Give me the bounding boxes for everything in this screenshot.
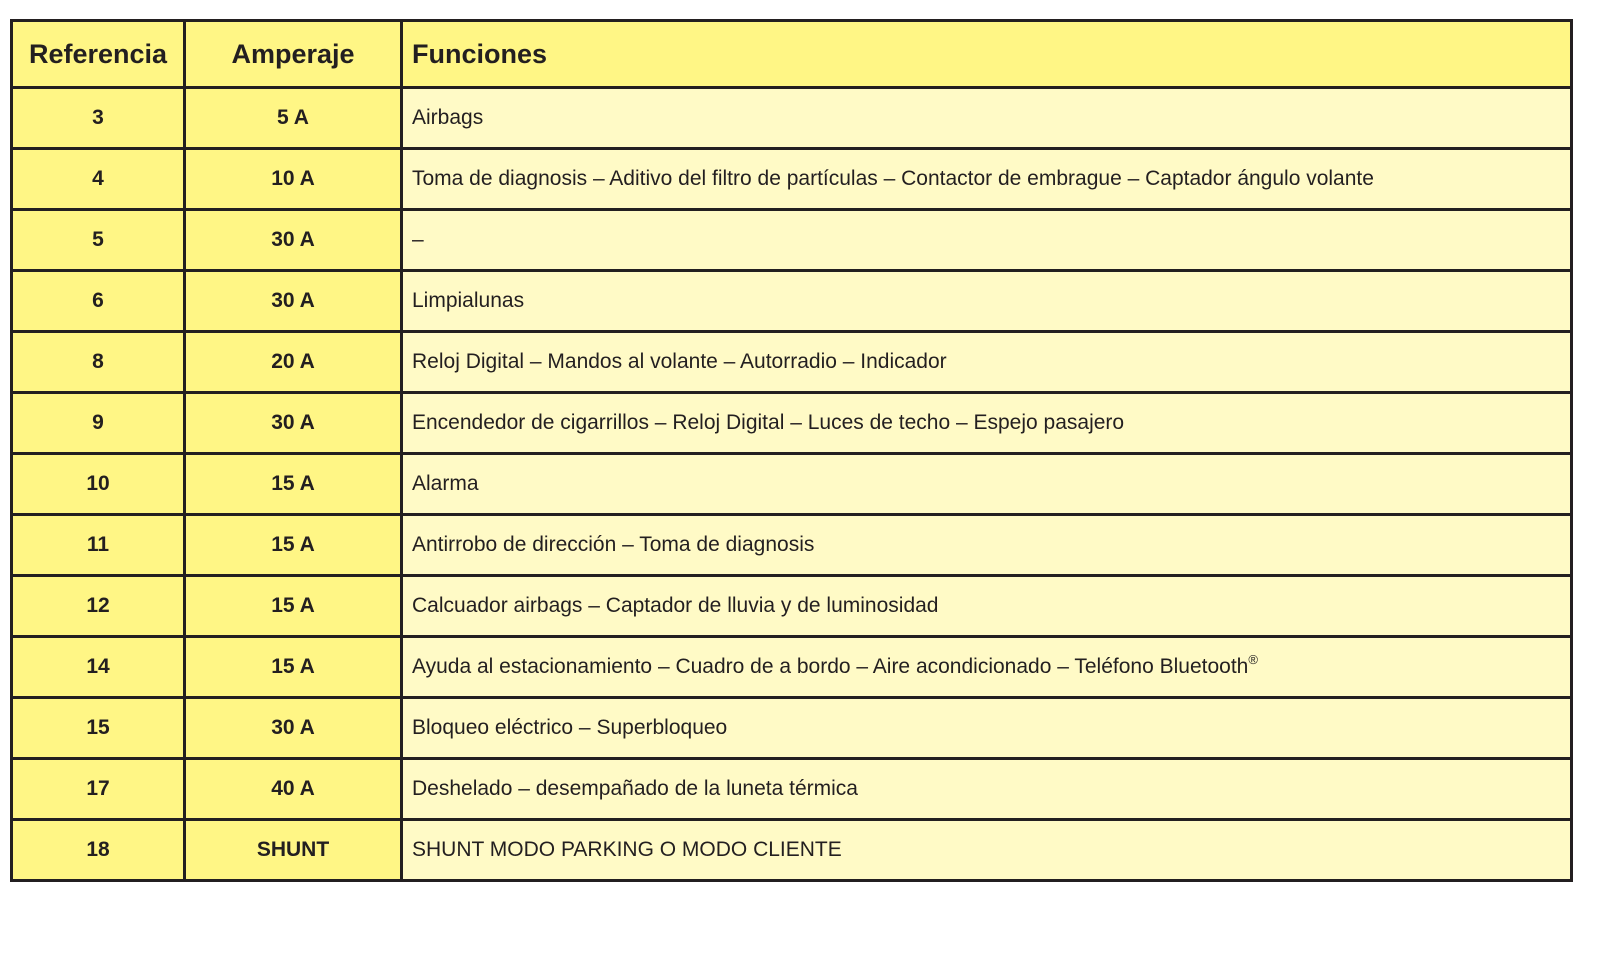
- functions-cell: [402, 759, 1572, 820]
- functions-text: Ayuda al estacionamiento – Cuadro de a bordo – Aire acondicionado – Teléfono Bluetooth: [412, 655, 1249, 678]
- amperage-cell: 5 A: [185, 88, 402, 149]
- functions-cell: [402, 332, 1572, 393]
- reference-cell: 10: [12, 454, 185, 515]
- amperage-cell: 15 A: [185, 576, 402, 637]
- functions-text: Airbags: [412, 106, 484, 129]
- functions-text: Alarma: [412, 472, 479, 495]
- amperage-cell: 15 A: [185, 454, 402, 515]
- reference-cell: 4: [12, 149, 185, 210]
- fuse-table: [10, 19, 1573, 882]
- functions-cell: [402, 515, 1572, 576]
- table-row: [12, 393, 1572, 454]
- functions-cell: [402, 576, 1572, 637]
- functions-cell: [402, 88, 1572, 149]
- registered-trademark-superscript: ®: [1248, 652, 1258, 667]
- table-row: [12, 454, 1572, 515]
- amperage-cell: 30 A: [185, 393, 402, 454]
- amperage-cell: 40 A: [185, 759, 402, 820]
- functions-cell: [402, 637, 1572, 698]
- table-row: [12, 210, 1572, 271]
- amperage-cell: 20 A: [185, 332, 402, 393]
- functions-cell: [402, 149, 1572, 210]
- functions-text: –: [412, 228, 424, 251]
- functions-text: SHUNT MODO PARKING O MODO CLIENTE: [412, 838, 842, 861]
- table-row: [12, 149, 1572, 210]
- amperage-cell: SHUNT: [185, 820, 402, 881]
- reference-cell: 17: [12, 759, 185, 820]
- table-row: [12, 637, 1572, 698]
- reference-cell: 5: [12, 210, 185, 271]
- amperage-cell: 30 A: [185, 698, 402, 759]
- table-row: [12, 88, 1572, 149]
- functions-text: Bloqueo eléctrico – Superbloqueo: [412, 716, 728, 739]
- functions-text: Limpialunas: [412, 289, 525, 312]
- reference-cell: 11: [12, 515, 185, 576]
- functions-cell: [402, 271, 1572, 332]
- header-functions: Funciones: [402, 21, 1572, 88]
- reference-cell: 6: [12, 271, 185, 332]
- table-row: [12, 759, 1572, 820]
- reference-cell: 3: [12, 88, 185, 149]
- functions-text: Encendedor de cigarrillos – Reloj Digital – Luces de techo – Espejo pasajero: [412, 411, 1125, 434]
- header-reference: Referencia: [12, 21, 185, 88]
- reference-cell: 18: [12, 820, 185, 881]
- functions-cell: [402, 820, 1572, 881]
- reference-cell: 8: [12, 332, 185, 393]
- reference-cell: 14: [12, 637, 185, 698]
- functions-cell: [402, 698, 1572, 759]
- amperage-cell: 30 A: [185, 271, 402, 332]
- amperage-cell: 15 A: [185, 637, 402, 698]
- amperage-cell: 30 A: [185, 210, 402, 271]
- table-header-row: [12, 21, 1572, 88]
- functions-text: Calcuador airbags – Captador de lluvia y de luminosidad: [412, 594, 939, 617]
- amperage-cell: 15 A: [185, 515, 402, 576]
- reference-cell: 15: [12, 698, 185, 759]
- header-amperage: Amperaje: [185, 21, 402, 88]
- table-row: [12, 271, 1572, 332]
- table-row: [12, 698, 1572, 759]
- table-row: [12, 515, 1572, 576]
- functions-cell: [402, 393, 1572, 454]
- reference-cell: 12: [12, 576, 185, 637]
- amperage-cell: 10 A: [185, 149, 402, 210]
- table-row: [12, 820, 1572, 881]
- reference-cell: 9: [12, 393, 185, 454]
- table-row: [12, 576, 1572, 637]
- functions-text: Deshelado – desempañado de la luneta térmica: [412, 777, 858, 800]
- functions-cell: [402, 210, 1572, 271]
- table-row: [12, 332, 1572, 393]
- functions-text: Toma de diagnosis – Aditivo del filtro de partículas – Contactor de embrague – Captador ángulo volante: [412, 167, 1374, 190]
- functions-text: Reloj Digital – Mandos al volante – Autorradio – Indicador: [412, 350, 947, 373]
- functions-text: Antirrobo de dirección – Toma de diagnosis: [412, 533, 815, 556]
- functions-cell: [402, 454, 1572, 515]
